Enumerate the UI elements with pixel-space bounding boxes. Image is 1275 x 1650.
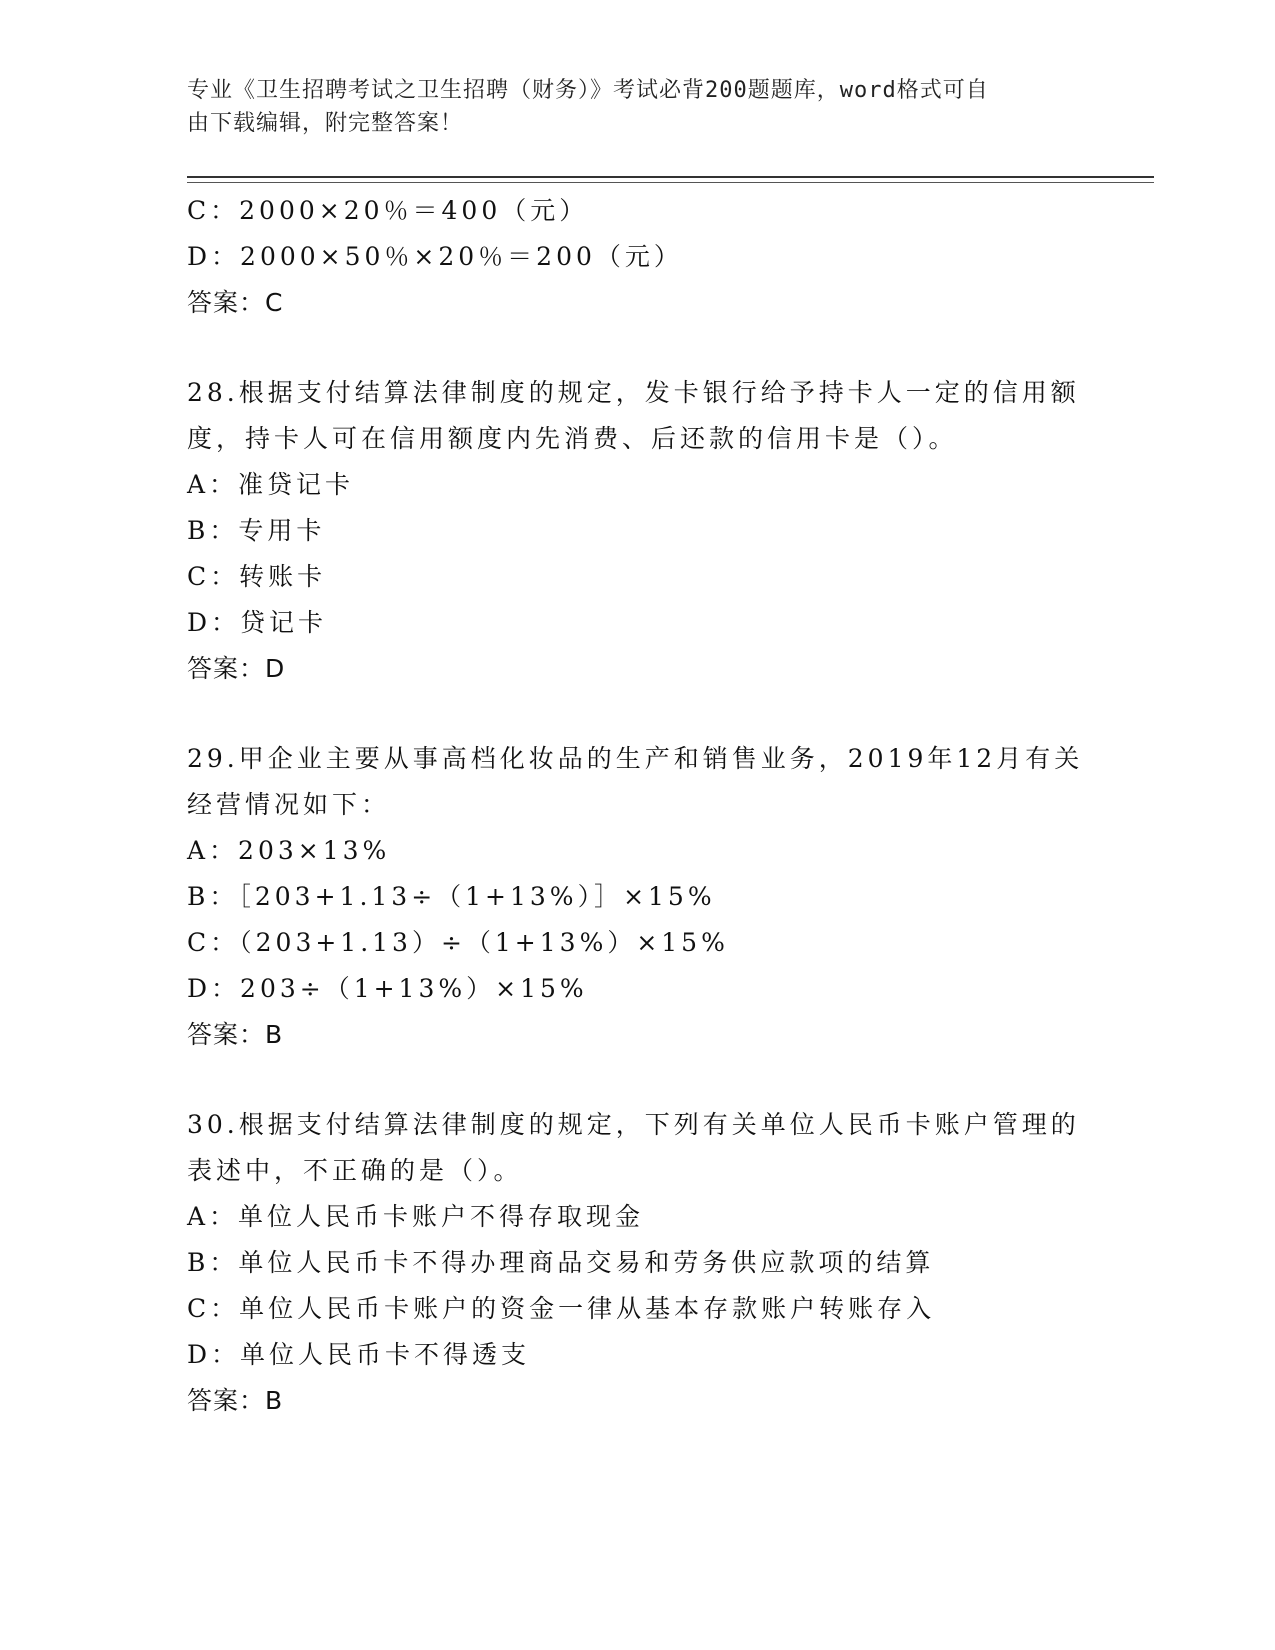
option-c: C：转账卡 [187, 562, 327, 591]
question-stem-line: 29.甲企业主要从事高档化妆品的生产和销售业务，2019年12月有关 [187, 744, 1084, 773]
option-b: B：单位人民币卡不得办理商品交易和劳务供应款项的结算 [187, 1248, 935, 1277]
option-b: B：专用卡 [187, 516, 326, 545]
document-header [187, 74, 1067, 140]
option-a: A：单位人民币卡账户不得存取现金 [187, 1202, 645, 1231]
option-c: C：单位人民币卡账户的资金一律从基本存款账户转账存入 [187, 1294, 936, 1323]
option-a: A：准贷记卡 [187, 470, 355, 499]
header-line-2: 由下载编辑，附完整答案！ [187, 111, 464, 136]
option-c: C：（203+1.13）÷（1+13%）×15% [187, 928, 729, 957]
option-c: C：2000×20％＝400（元） [187, 196, 589, 225]
option-b: B：［203+1.13÷（1+13%）］×15% [187, 882, 716, 911]
option-d: D：2000×50％×20％＝200（元） [187, 242, 683, 271]
option-d: D：单位人民币卡不得透支 [187, 1340, 531, 1369]
spacer [187, 692, 1087, 736]
option-d: D：贷记卡 [187, 608, 328, 637]
spacer [187, 1058, 1087, 1102]
question-stem-line: 经营情况如下： [187, 790, 391, 819]
question-28 [187, 370, 1087, 692]
header-divider-thick [187, 176, 1154, 178]
question-stem-line: 30.根据支付结算法律制度的规定，下列有关单位人民币卡账户管理的 [187, 1110, 1080, 1139]
answer-line: 答案：B [187, 1386, 284, 1415]
question-stem-line: 表述中，不正确的是（）。 [187, 1156, 523, 1185]
option-a: A：203×13% [187, 836, 391, 865]
answer-line: 答案：B [187, 1020, 284, 1049]
header-divider-thin [187, 182, 1154, 183]
question-stem-line: 28.根据支付结算法律制度的规定，发卡银行给予持卡人一定的信用额 [187, 378, 1080, 407]
spacer [187, 326, 1087, 370]
answer-line: 答案：C [187, 288, 284, 317]
header-line-1: 专业《卫生招聘考试之卫生招聘（财务）》考试必背200题题库，word格式可自 [187, 78, 989, 103]
answer-line: 答案：D [187, 654, 286, 683]
option-d: D：203÷（1+13%）×15% [187, 974, 588, 1003]
question-27-continued [187, 188, 1087, 326]
question-stem-line: 度，持卡人可在信用额度内先消费、后还款的信用卡是（）。 [187, 424, 958, 453]
question-30 [187, 1102, 1087, 1424]
question-29 [187, 736, 1087, 1058]
document-body [187, 188, 1087, 1424]
